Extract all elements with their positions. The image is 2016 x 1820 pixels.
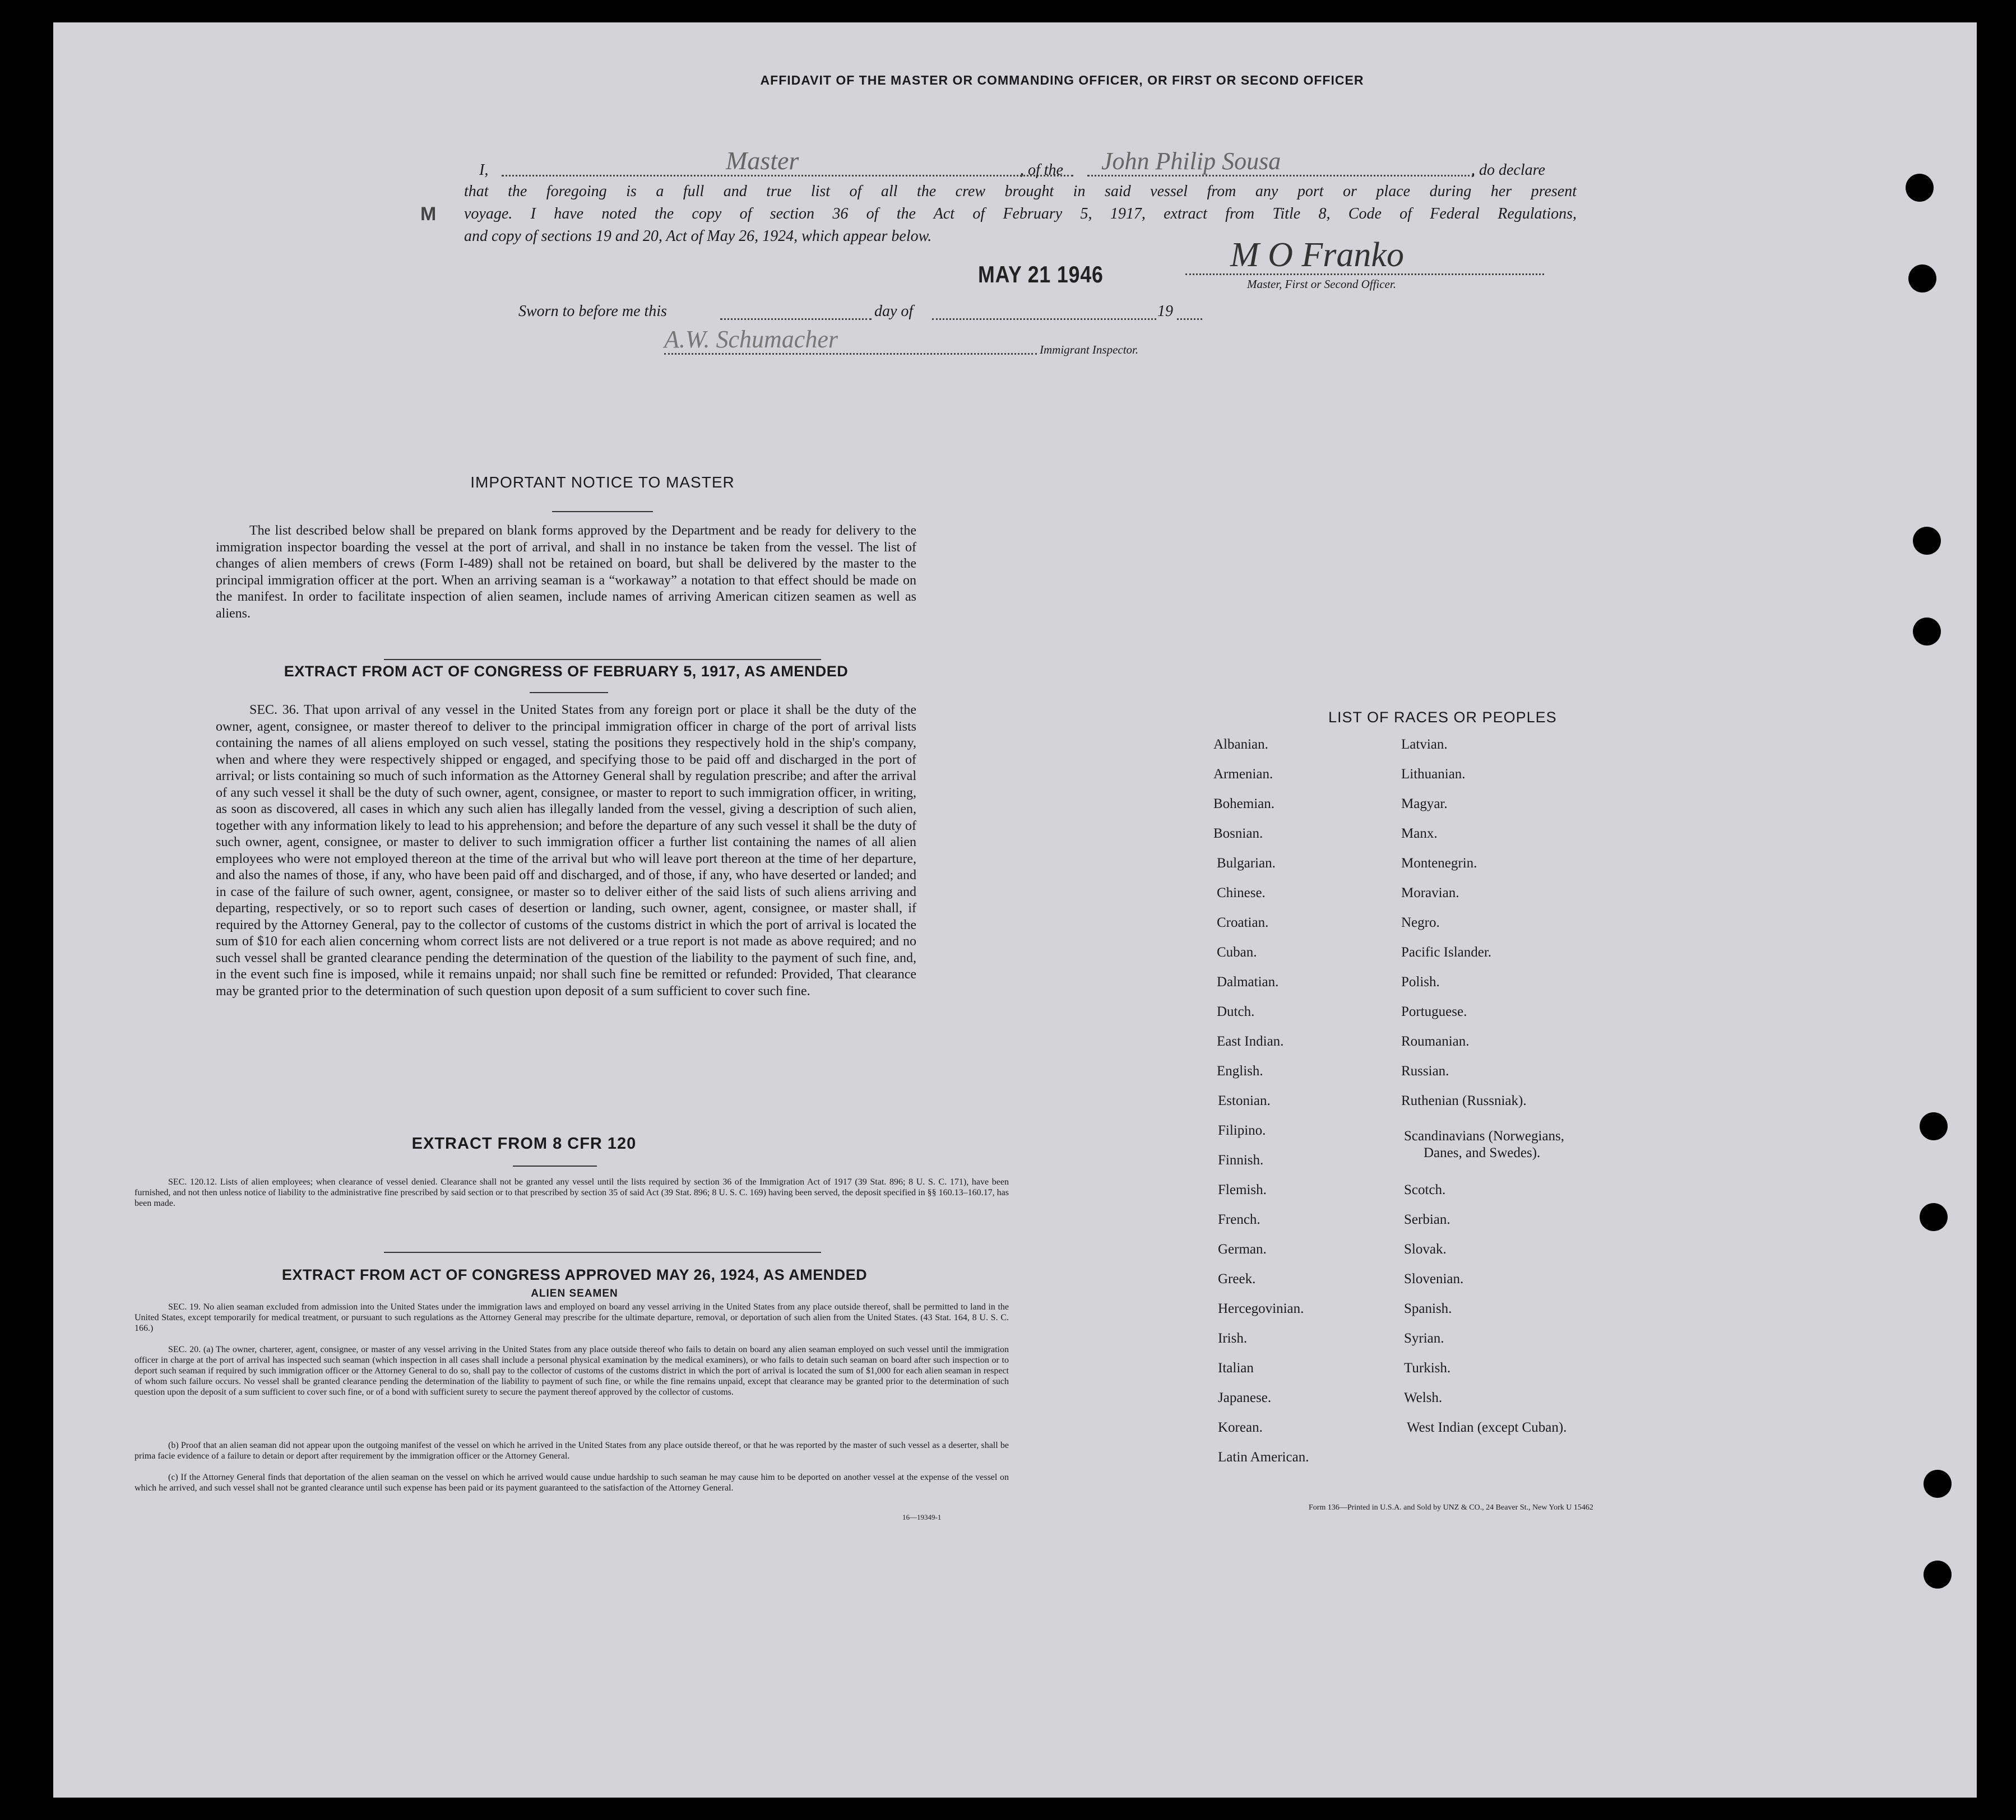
- race-item: Italian: [1218, 1361, 1254, 1376]
- race-item: Greek.: [1218, 1271, 1256, 1287]
- printer-imprint: Form 136—Printed in U.S.A. and Sold by UNZ & CO., 24 Beaver St., New York U 15462: [1309, 1503, 1593, 1512]
- inspector-blank: [664, 353, 1037, 355]
- race-item: Estonian.: [1218, 1093, 1271, 1108]
- affidavit-line-3: voyage. I have noted the copy of section 36 of the Act of February 5, 1917, extract from Title 8, Code of Federal Regulations,: [464, 205, 1577, 222]
- race-item: Latin American.: [1218, 1450, 1309, 1465]
- race-item: Turkish.: [1404, 1361, 1451, 1376]
- extract-cfr-rule: [513, 1166, 597, 1167]
- affidavit-title: AFFIDAVIT OF THE MASTER OR COMMANDING OFFICER, OR FIRST OR SECOND OFFICER: [760, 73, 1364, 87]
- extract-1924-sec20a: SEC. 20. (a) The owner, charterer, agent, consignee, or master of any vessel arriving in the United States from any place outside thereof who fails to detain on board any alien seaman employed on such vessel until the immigration officer in charge at the port of arrival has inspected such seaman (which inspection in all cases shall include a personal physical examination by the medical examiners), or who fails to detain such seaman on board after such inspection or to deport such seaman if required by such immigration officer or the Attorney General to do so, shall pay to the collector of customs of the customs district in which the port of arrival is located the sum of $1,000 for each alien seaman in respect of whom such failure occurs. No vessel shall be granted clearance pending the determination of the liability to payment of such fine, or while the fine remains unpaid, except that clearance may be granted prior to the determination of such question upon the deposit of a sum sufficient to cover such fine, or of a bond with sufficient surety to secure the payment thereof approved by the collector of customs.: [135, 1345, 1009, 1397]
- document-page: [53, 22, 1977, 1798]
- sworn-day-blank: [720, 318, 872, 320]
- sworn-label: Sworn to before me this: [518, 303, 667, 320]
- binder-hole: [1920, 1112, 1948, 1140]
- of-the-label: , of the: [1020, 161, 1063, 179]
- race-item: Pacific Islander.: [1401, 945, 1492, 960]
- race-item: Bulgarian.: [1217, 856, 1276, 871]
- margin-mark: M: [420, 203, 437, 225]
- sworn-month-blank: [932, 318, 1156, 320]
- race-item: Hercegovinian.: [1218, 1301, 1304, 1316]
- do-declare-label: , do declare: [1471, 161, 1545, 179]
- notice-title: IMPORTANT NOTICE TO MASTER: [470, 473, 735, 491]
- race-item: Finnish.: [1218, 1153, 1264, 1168]
- extract-1924-sec20b: (b) Proof that an alien seaman did not appear upon the outgoing manifest of the vessel on which he arrived in the United States from any place outside thereof, or that he was reported by the master of such vessel as a deserter, shall be prima facie evidence of a failure to detain or deport after requirement by the immigration officer or the Attorney General.: [135, 1441, 1009, 1461]
- race-item: Scotch.: [1404, 1182, 1446, 1197]
- race-item: Latvian.: [1401, 737, 1448, 752]
- race-item: Scandinavians (Norwegians,: [1404, 1129, 1565, 1144]
- race-item: Flemish.: [1218, 1182, 1267, 1197]
- race-item: Chinese.: [1217, 885, 1266, 900]
- signature-blank: [1185, 273, 1544, 275]
- race-item: Bosnian.: [1213, 826, 1263, 841]
- race-item: Albanian.: [1213, 737, 1268, 752]
- binder-hole: [1913, 618, 1941, 646]
- race-item: Manx.: [1401, 826, 1438, 841]
- race-item: Dutch.: [1217, 1004, 1255, 1019]
- race-item: Syrian.: [1404, 1331, 1444, 1346]
- sworn-year-blank: [1177, 318, 1202, 320]
- race-item: Slovenian.: [1404, 1271, 1464, 1287]
- race-item: Korean.: [1218, 1420, 1263, 1435]
- race-item: Bohemian.: [1213, 796, 1275, 811]
- race-item: Welsh.: [1404, 1390, 1443, 1405]
- binder-hole: [1906, 174, 1934, 202]
- extract-1924-title: EXTRACT FROM ACT OF CONGRESS APPROVED MAY 26, 1924, AS AMENDED: [281, 1266, 868, 1283]
- race-item: Magyar.: [1401, 796, 1448, 811]
- binder-hole: [1924, 1470, 1952, 1498]
- divider-2: [384, 1252, 821, 1253]
- extract-1917-body: SEC. 36. That upon arrival of any vessel in the United States from any foreign port or place it shall be the duty of the owner, agent, consignee, or master thereof to deliver to the principal immigration officer in charge of the port of arrival lists containing the names of all aliens employed on such vessel, stating the positions they respectively hold in the ship's company, when and where they were respectively shipped or engaged, and specifying those to be paid off and discharged in the port of arrival; or lists containing so much of such information as the Attorney General shall by regulation prescribe; and after the arrival of any such vessel it shall be the duty of such owner, agent, consignee, or master to report to such immigration officer, in writing, as soon as discovered, all cases in which any such alien has illegally landed from the vessel, giving a description of such alien, together with any information likely to lead to his apprehension; and before the departure of any such vessel it shall be the duty of such owner, agent, consignee, or master to deliver to such immigration officer a further list containing the names of all alien employees who were not employed thereon at the time of the arrival but who will leave port thereon at the time of her departure, and also the names of those, if any, who have been paid off and discharged, and of those, if any, who have deserted or landed; and in case of the failure of such owner, agent, consignee, or master so to deliver either of the said lists of such aliens arriving and departing, respectively, or so to report such cases of desertion or landing, such owner, agent, consignee, or master shall, if required by the Attorney General, pay to the collector of customs of the customs district in which the port of arrival is located the sum of $10 for each alien concerning whom correct lists are not delivered or a true report is not made as above required; and no such vessel shall be granted clearance pending the determination of the question of the liability to the payment of such fine, and, in the event such fine is imposed, while it remains unpaid; nor shall such fine be remitted or refunded: Provided, That clearance may be granted prior to the determination of such question upon deposit of a sum sufficient to cover such fine.: [216, 703, 916, 999]
- race-item: Roumanian.: [1401, 1034, 1470, 1049]
- extract-cfr-body: SEC. 120.12. Lists of alien employees; when clearance of vessel denied. Clearance shall not be granted any vessel until the lists required by section 36 of the Immigration Act of 1917 (39 Stat. 896; 8 U. S. C. 171), have been furnished, and not then unless notice of liability to the administrative fine prescribed by said section or to that prescribed by section 35 of said Act (39 Stat. 896; 8 U. S. C. 169) having been served, the deposit specified in §§ 160.13–160.17, has been made.: [135, 1177, 1009, 1208]
- form-number: 16—19349-1: [902, 1513, 942, 1521]
- race-item: West Indian (except Cuban).: [1407, 1420, 1567, 1435]
- signature: M O Franko: [1230, 236, 1404, 274]
- race-item: Spanish.: [1404, 1301, 1452, 1316]
- race-item: Irish.: [1218, 1331, 1248, 1346]
- race-item: Montenegrin.: [1401, 856, 1477, 871]
- binder-hole: [1913, 527, 1941, 555]
- binder-hole: [1924, 1561, 1952, 1589]
- affidavit-line-2: that the foregoing is a full and true list of all the crew brought in said vessel from any port or place during her present: [464, 183, 1577, 200]
- inspector-caption: Immigrant Inspector.: [1040, 343, 1139, 356]
- race-item: English.: [1217, 1064, 1263, 1079]
- race-item: Ruthenian (Russniak).: [1401, 1093, 1527, 1108]
- races-title: LIST OF RACES OR PEOPLES: [1328, 709, 1557, 726]
- race-item: Slovak.: [1404, 1242, 1447, 1257]
- race-item: Cuban.: [1217, 945, 1257, 960]
- inspector-signature: A.W. Schumacher: [664, 326, 838, 353]
- race-item: Polish.: [1401, 974, 1440, 990]
- handwritten-master: Master: [726, 146, 799, 175]
- affidavit-line-4: and copy of sections 19 and 20, Act of May 26, 1924, which appear below.: [464, 227, 932, 245]
- race-item: Lithuanian.: [1401, 767, 1466, 782]
- race-item: Armenian.: [1213, 767, 1273, 782]
- race-item: Danes, and Swedes).: [1424, 1145, 1541, 1160]
- binder-hole: [1920, 1203, 1948, 1231]
- race-item: East Indian.: [1217, 1034, 1284, 1049]
- race-item: Moravian.: [1401, 885, 1459, 900]
- race-item: Croatian.: [1217, 915, 1269, 930]
- race-item: French.: [1218, 1212, 1260, 1227]
- extract-1924-sec19: SEC. 19. No alien seaman excluded from admission into the United States under the immigration laws and employed on board any vessel arriving in the United States from any place outside thereof, shall be permitted to land in the United States, except temporarily for medical treatment, or pursuant to such regulations as the Attorney General may prescribe for the ultimate departure, removal, or deportation of such alien from the United States. (43 Stat. 164, 8 U. S. C. 166.): [135, 1302, 1009, 1333]
- divider-1: [384, 659, 821, 660]
- day-of-label: day of: [874, 303, 914, 320]
- race-item: Serbian.: [1404, 1212, 1450, 1227]
- race-item: German.: [1218, 1242, 1267, 1257]
- race-item: Russian.: [1401, 1064, 1449, 1079]
- extract-1917-title: EXTRACT FROM ACT OF CONGRESS OF FEBRUARY 5, 1917, AS AMENDED: [284, 663, 849, 680]
- race-item: Japanese.: [1218, 1390, 1272, 1405]
- extract-1917-rule: [530, 692, 608, 693]
- year-prefix: 19: [1157, 303, 1173, 320]
- race-item: Negro.: [1401, 915, 1440, 930]
- binder-hole: [1908, 264, 1936, 292]
- notice-body: The list described below shall be prepared on blank forms approved by the Department and be ready for delivery to the immigration inspector boarding the vessel at the port of arrival, and shall in no instance be taken from the vessel. The list of changes of alien members of crews (Form I-489) shall not be retained on board, but shall be delivered by the master to the principal immigration officer at the port. When an arriving seaman is a “workaway” a notation to that effect should be made on the manifest. In order to facilitate inspection of alien seamen, include names of arriving American citizen seamen as well as aliens.: [216, 523, 916, 621]
- race-item: Portuguese.: [1401, 1004, 1467, 1019]
- notice-rule: [552, 511, 653, 512]
- extract-1924-subtitle: ALIEN SEAMEN: [531, 1288, 618, 1299]
- extract-1924-sec20c: (c) If the Attorney General finds that deportation of the alien seaman on the vessel on which he arrived would cause undue hardship to such seaman he may cause him to be deported on another vessel at the expense of the vessel on which he arrived, and such vessel shall not be granted clearance until such expense has been paid or its payment guaranteed to the satisfaction of the Attorney General.: [135, 1473, 1009, 1493]
- extract-cfr-title: EXTRACT FROM 8 CFR 120: [411, 1135, 637, 1153]
- race-item: Dalmatian.: [1217, 974, 1279, 990]
- race-item: Filipino.: [1218, 1123, 1266, 1138]
- affidavit-i: I,: [479, 161, 489, 179]
- handwritten-vessel: John Philip Sousa: [1101, 147, 1281, 175]
- date-stamp: MAY 21 1946: [978, 261, 1104, 287]
- signature-caption: Master, First or Second Officer.: [1247, 277, 1396, 291]
